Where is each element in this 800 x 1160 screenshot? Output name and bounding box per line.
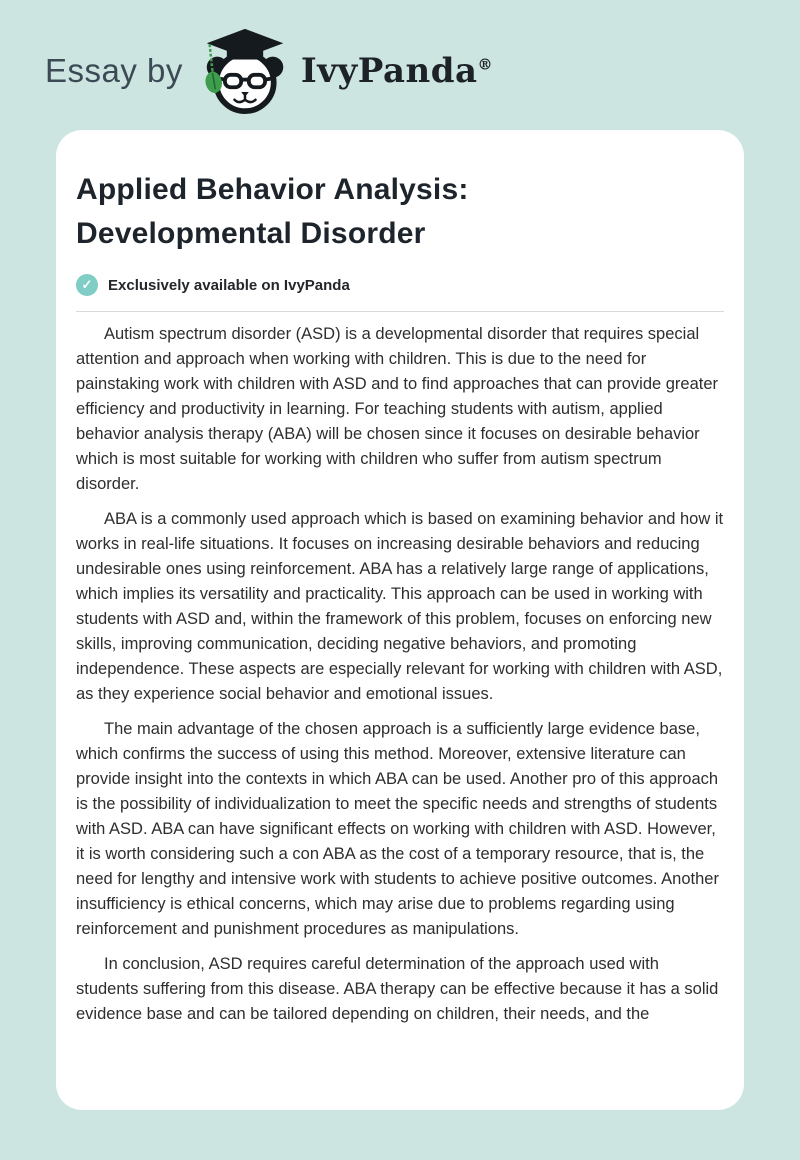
availability-row <box>76 274 724 296</box>
essay-title <box>76 168 724 256</box>
divider <box>76 311 724 312</box>
essay-by-label: Essay by <box>45 52 183 89</box>
essay-paragraph: The main advantage of the chosen approach is a sufficiently large evidence base, which confirms the success of using this method. Moreover, extensive literature can provide insight into the contexts in which ABA can be used. Another pro of this approach is the possibility of individualization to meet the specific needs and strengths of students with ASD. ABA can have significant effects on working with children with ASD. However, it is worth considering such a con ABA as the cost of a temporary resource, that is, the need for lengthy and intensive work with students to achieve positive outcomes. Another insufficiency is ethical concerns, which may arise due to problems regarding using reinforcement and punishment procedures as manipulations. <box>76 720 719 938</box>
essay-paragraph: ABA is a commonly used approach which is based on examining behavior and how it works in real-life situations. It focuses on increasing desirable behaviors and reducing undesirable ones using reinforcement. ABA has a relatively large range of applications, which implies its versatility and practicality. This approach can be used in working with students with ASD and, within the framework of this problem, focuses on enforcing new skills, improving communication, deciding negative behaviors, and promoting independence. These aspects are especially relevant for working with children with ASD, as they experience social behavior and emotional issues. <box>76 510 724 703</box>
site-header <box>0 0 800 118</box>
essay-paragraph: In conclusion, ASD requires careful determination of the approach used with students suffering from this disease. ABA therapy can be effective because it has a solid evidence base and can be tailored depending on children, their needs, and the <box>76 955 719 1023</box>
availability-label: Exclusively available on IvyPanda <box>108 276 350 294</box>
essay-card <box>56 130 744 1110</box>
essay-title-line2: Developmental Disorder <box>76 217 426 250</box>
registered-trademark: ® <box>477 55 494 74</box>
essay-paragraph: Autism spectrum disorder (ASD) is a developmental disorder that requires special attention and approach when working with children. This is due to the need for painstaking work with children with ASD and to find approaches that can provide greater efficiency and productivity in learning. For teaching students with autism, applied behavior analysis therapy (ABA) will be chosen since it focuses on desirable behavior which is most suitable for working with children who suffer from autism spectrum disorder. <box>76 325 719 493</box>
check-circle-icon: ✓ <box>76 274 98 296</box>
brand-name: IvyPanda® <box>300 51 494 91</box>
ivypanda-logo[interactable] <box>197 27 493 115</box>
essay-title-line1: Applied Behavior Analysis: <box>76 173 469 206</box>
essay-body <box>76 322 724 1027</box>
panda-graduate-logo-icon <box>197 27 293 115</box>
